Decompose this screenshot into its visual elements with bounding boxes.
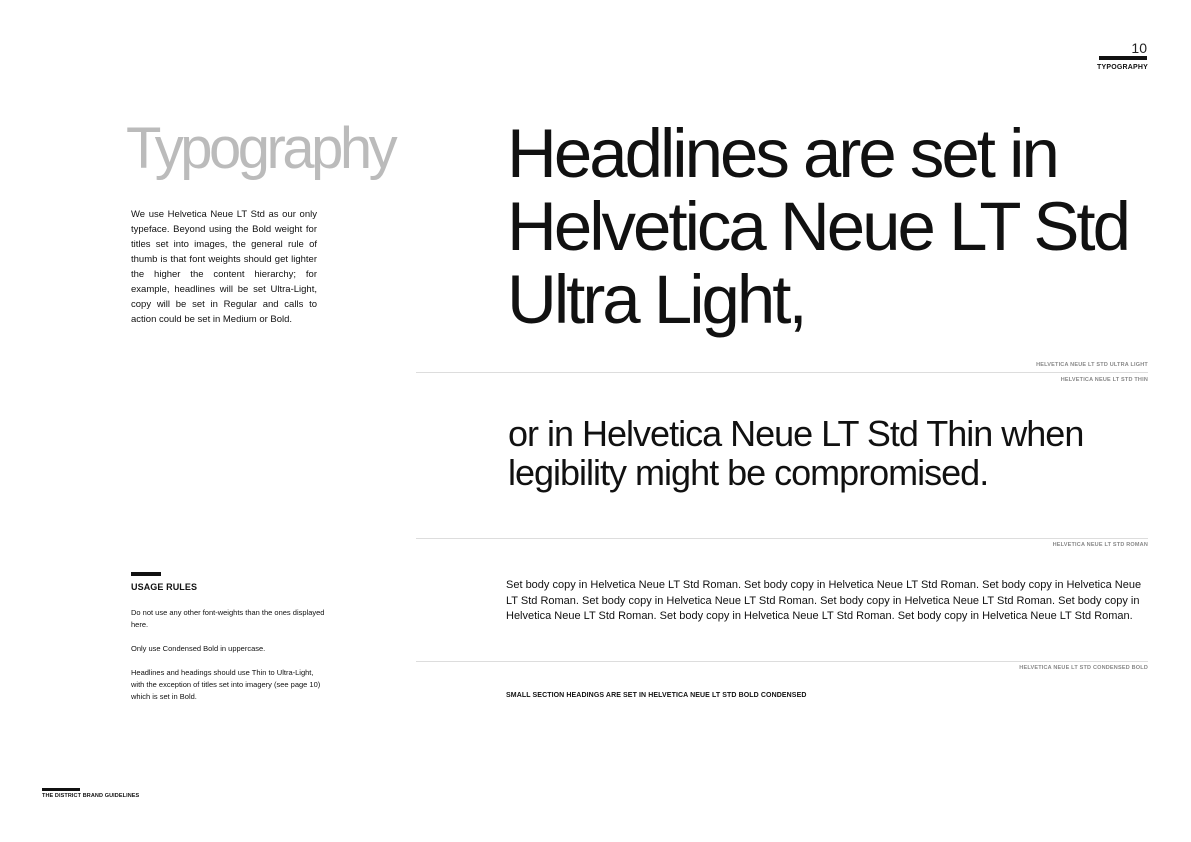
thin-tag: HELVETICA NEUE LT STD THIN: [1060, 377, 1148, 383]
ultra-light-tag: HELVETICA NEUE LT STD ULTRA LIGHT: [1036, 362, 1148, 368]
thin-sample-line: or in Helvetica Neue LT Std Thin when: [508, 413, 1084, 454]
page-number: 10: [1131, 40, 1147, 56]
thin-sample-line: legibility might be compromised.: [508, 452, 989, 493]
headline-sample: [507, 117, 1157, 336]
usage-rules-title: USAGE RULES: [131, 582, 198, 592]
section-label: TYPOGRAPHY: [1096, 64, 1148, 71]
thin-sample: [508, 414, 1148, 492]
usage-rules-bar: [131, 572, 161, 576]
divider: [416, 538, 1148, 539]
divider: [416, 661, 1148, 662]
small-heading-sample: SMALL SECTION HEADINGS ARE SET IN HELVETICA NEUE LT STD BOLD CONDENSED: [506, 692, 807, 699]
intro-paragraph: We use Helvetica Neue LT Std as our only typeface. Beyond using the Bold weight for titles set into images, the general rule of thumb is that font weights should get lighter the higher the content hierarchy; for example, headlines will be set Ultra-Light, copy will be set in Regular and calls to action could be set in Medium or Bold.: [131, 209, 317, 325]
body-copy-sample: Set body copy in Helvetica Neue LT Std Roman. Set body copy in Helvetica Neue LT Std Roman. Set body copy in Helvetica Neue LT Std Roman. Set body copy in Helvetica Neue LT Std Roman. Set body copy in Helvetica Neue LT Std Roman. Set body copy in Helvetica Neue LT Std Roman. Set body copy in Helvetica Neue LT Std Roman. Set body copy in Helvetica Neue LT Std Roman.: [506, 579, 1142, 622]
headline-line: Headlines are set in: [507, 115, 1057, 192]
footer-label: THE DISTRICT BRAND GUIDELINES: [42, 793, 140, 799]
usage-rule: Only use Condensed Bold in uppercase.: [131, 644, 266, 653]
header-rule: [1099, 56, 1147, 60]
headline-line: Helvetica Neue LT Std: [507, 188, 1128, 265]
headline-line: Ultra Light,: [507, 261, 805, 338]
usage-rule: Do not use any other font-weights than the ones displayed here.: [131, 608, 325, 629]
divider: [416, 372, 1148, 373]
footer-rule: [42, 788, 80, 791]
roman-tag: HELVETICA NEUE LT STD ROMAN: [1052, 542, 1148, 548]
page-title: Typography: [126, 116, 395, 181]
usage-rule: Headlines and headings should use Thin to Ultra-Light, with the exception of titles set into imagery (see page 10) which is set in Bold.: [131, 668, 321, 701]
condensed-bold-tag: HELVETICA NEUE LT STD CONDENSED BOLD: [1019, 665, 1148, 671]
